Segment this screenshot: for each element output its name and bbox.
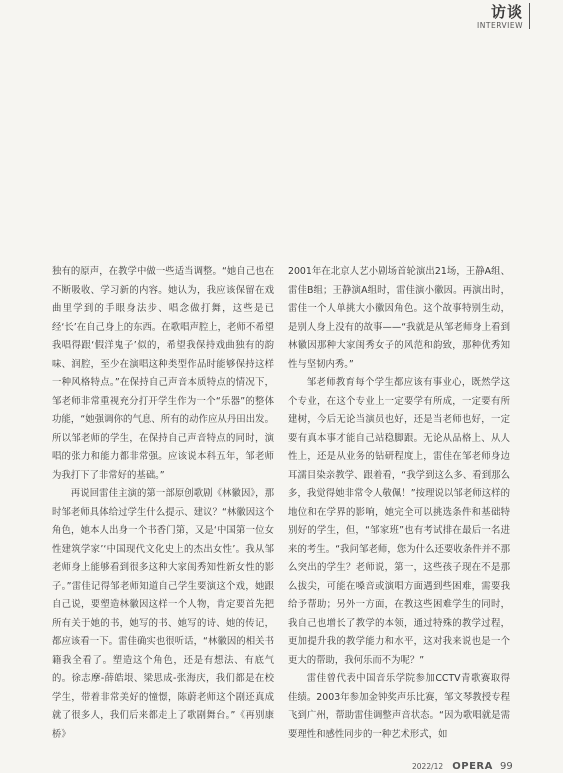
right-column — [288, 263, 510, 744]
paragraph: 再说回雷佳主演的第一部原创歌剧《林徽因》，那时邹老师具体给过学生什么提示、建议？“林徽因这个角色，她本人出身一个书香门第，又是‘中国第一位女性建筑学家’‘中国现代文化史上的杰出女性’。我从邹老师身上能够看到很多这种大家闺秀知性新女性的影子。”雷佳记得邹老师知道自己学生要演这个戏，她跟自己说，要塑造林徽因这样一个人物，肯定要首先把所有关于她的书，她写的书、她写的诗、她的传记，都应该看一下。雷佳确实也很听话，“林徽因的相关书籍我全看了。塑造这个角色，还是有想法、有底气的。徐志摩-薛皓垠、梁思成-张海庆，我们都是在校学生，带着非常美好的憧憬，陈蔚老师这个剧还真成就了很多人，我们后来都走上了歌剧舞台。”《再别康桥》 — [52, 488, 274, 740]
paragraph: 独有的原声，在教学中做一些适当调整。“她自己也在不断吸收、学习新的内容。她认为，我应该保留在戏曲里学到的手眼身法步、唱念做打舞，这些是已经‘长’在自己身上的东西。在歌唱声腔上，老师不希望我唱得跟‘假洋鬼子’似的，希望我保持戏曲独有的韵味、润腔，至少在演唱这种类型作品时能够保持这样一种风格特点。”在保持自己声音本质特点的情况下，邹老师非常重视充分打开学生作为一个“乐器”的整体功能，“她强调你的气息、所有的动作应从丹田出发。所以邹老师的学生，在保持自己声音特点的同时，演唱的张力和能力都非常强。应该说本科五年，邹老师为我打下了非常好的基础。” — [52, 266, 274, 481]
header-divider — [529, 3, 530, 29]
section-title: 访谈 — [490, 3, 523, 21]
paragraph: 2001年在北京人艺小剧场首轮演出21场，王静A组、雷佳B组；王静演A组时，雷佳演小徽因。再演出时，雷佳一个人单挑大小徽因角色。这个故事特别生动，是别人身上没有的故事——“我就是从邹老师身上看到林徽因那种大家闺秀女子的风范和韵致，那种优秀知性与坚韧内秀。” — [288, 266, 510, 370]
left-column — [52, 263, 274, 744]
page-number: 99 — [499, 761, 513, 772]
section-header — [477, 4, 523, 30]
page-footer — [412, 754, 513, 773]
issue-date: 2022/12 — [412, 762, 444, 771]
section-subtitle: INTERVIEW — [477, 21, 523, 30]
magazine-brand: OPERA — [452, 761, 493, 772]
paragraph: 邹老师教育每个学生都应该有事业心，既然学这个专业，在这个专业上一定要学有所成，一定要有所建树，今后无论当演员也好，还是当老师也好，一定要有真本事才能自己站稳脚跟。无论从品格上、从人性上，还是从业务的钻研程度上，雷佳在邹老师身边耳濡目染亲教学、跟着看，“我学到这么多、看到那么多，我觉得她非常令人敬佩！”按理说以邹老师这样的地位和在学界的影响，她完全可以挑选条件和基础特别好的学生，但，“邹家班”也有考试排在最后一名进来的考生。“我问邹老师，您为什么还要收条件并不那么突出的学生？老师说，第一，这些孩子现在不是那么拔尖，可能在嗓音或演唱方面遇到些困难，需要我给予帮助；另外一方面，在教这些困难学生的同时，我自己也增长了教学的本领，通过特殊的教学过程，更加提升我的教学能力和水平，这对我来说也是一个更大的帮助，我何乐而不为呢？” — [288, 377, 510, 666]
paragraph: 雷佳曾代表中国音乐学院参加CCTV青歌赛取得佳绩。2003年参加金钟奖声乐比赛，邹文琴教授专程飞到广州，帮助雷佳调整声音状态。“因为歌唱就是需要理性和感性同步的一种艺术形式，如 — [288, 673, 510, 740]
